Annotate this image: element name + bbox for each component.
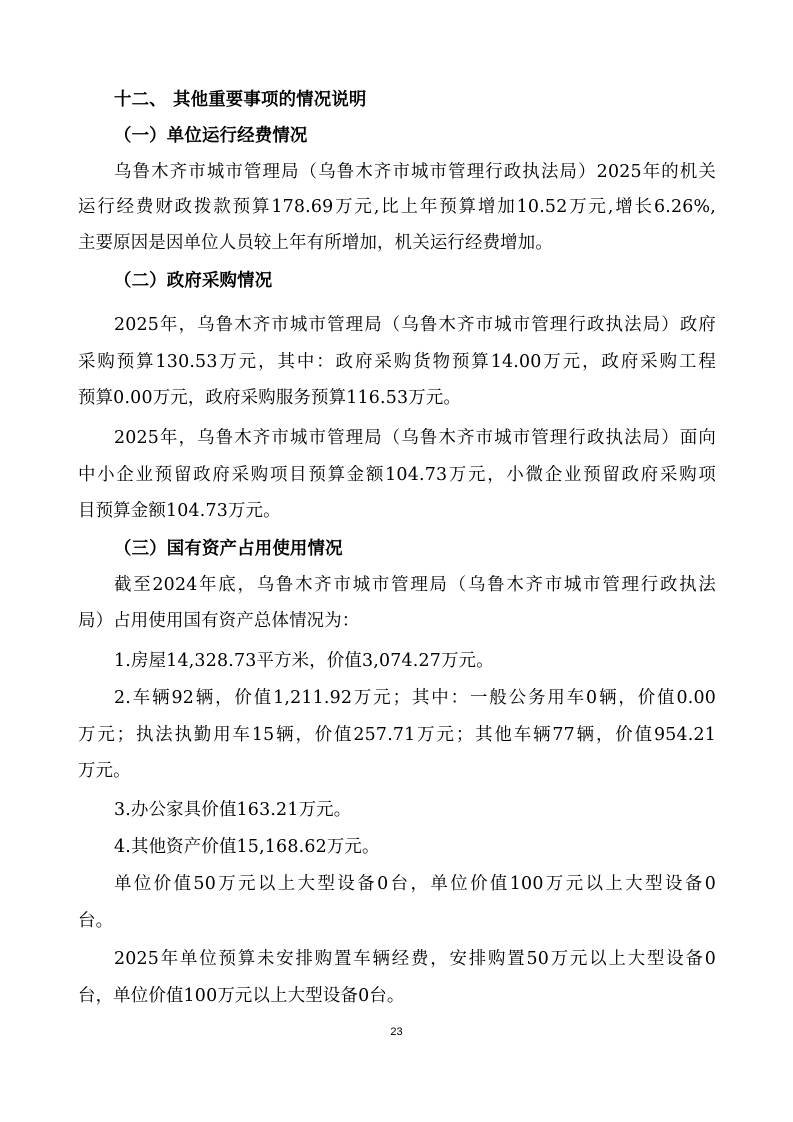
paragraph-line: 2025年单位预算未安排购置车辆经费，安排购置50万元以上大型设备0	[114, 949, 716, 969]
paragraph-line: 2025年，乌鲁木齐市城市管理局（乌鲁木齐市城市管理行政执法局）政府	[114, 315, 716, 335]
asset-item-vehicles: 2.车辆92辆，价值1,211.92万元；其中：一般公务用车0辆，价值0.00	[114, 688, 716, 708]
section-heading: 十二、 其他重要事项的情况说明	[114, 90, 367, 110]
paragraph-line: 台，单位价值100万元以上大型设备0台。	[78, 986, 405, 1006]
paragraph-line: 目预算金额104.73万元。	[78, 501, 281, 521]
page-number: 23	[390, 1026, 403, 1038]
paragraph-line: 主要原因是因单位人员较上年有所增加，机关运行经费增加。	[78, 233, 553, 253]
paragraph-line: 2025年，乌鲁木齐市城市管理局（乌鲁木齐市城市管理行政执法局）面向	[114, 428, 716, 448]
paragraph-line: 截至2024年底，乌鲁木齐市城市管理局（乌鲁木齐市城市管理行政执法	[114, 575, 716, 595]
asset-item-other: 4.其他资产价值15,168.62万元。	[114, 837, 380, 857]
paragraph-line: 预算0.00万元，政府采购服务预算116.53万元。	[78, 388, 462, 408]
asset-item-vehicles-line: 万元；执法执勤用车15辆，价值257.71万元；其他车辆77辆，价值954.21	[78, 725, 716, 745]
paragraph-line: 台。	[78, 911, 114, 931]
paragraph-line: 单位价值50万元以上大型设备0台，单位价值100万元以上大型设备0	[114, 874, 716, 894]
paragraph-line: 运行经费财政拨款预算178.69万元,比上年预算增加10.52万元,增长6.26%,	[78, 197, 716, 217]
paragraph-line: 局）占用使用国有资产总体情况为：	[78, 611, 360, 631]
asset-item-furniture: 3.办公家具价值163.21万元。	[114, 800, 352, 820]
paragraph-line: 采购预算130.53万元，其中：政府采购货物预算14.00万元，政府采购工程	[78, 352, 716, 372]
paragraph-line: 乌鲁木齐市城市管理局（乌鲁木齐市城市管理行政执法局）2025年的机关	[114, 162, 716, 182]
subsection-heading-state-assets: （三）国有资产占用使用情况	[114, 539, 343, 559]
paragraph-line: 中小企业预留政府采购项目预算金额104.73万元，小微企业预留政府采购项	[78, 465, 716, 485]
asset-item-housing: 1.房屋14,328.73平方米，价值3,074.27万元。	[114, 651, 494, 671]
asset-item-vehicles-line: 万元。	[78, 761, 131, 781]
subsection-heading-operating-costs: （一）单位运行经费情况	[114, 126, 308, 146]
subsection-heading-procurement: （二）政府采购情况	[114, 271, 273, 291]
